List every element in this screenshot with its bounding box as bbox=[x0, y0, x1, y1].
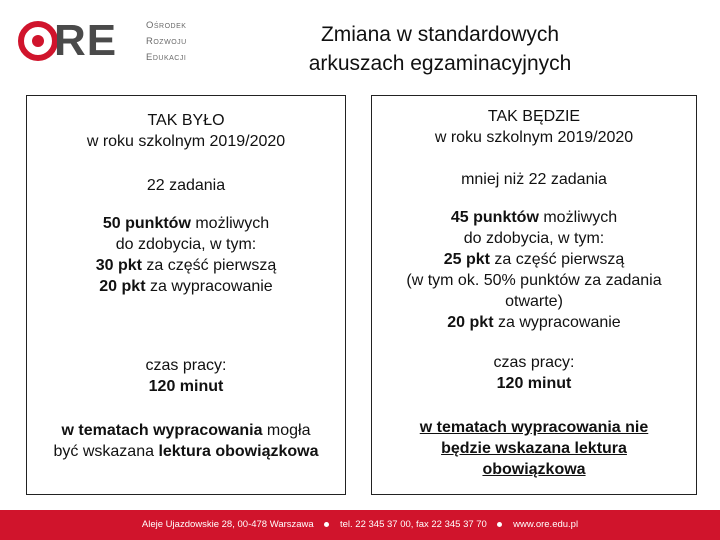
before-topics: w tematach wypracowania mogła być wskazana lektura obowiązkowa bbox=[53, 422, 319, 460]
bullet-icon bbox=[497, 522, 502, 527]
footer-website[interactable]: www.ore.edu.pl bbox=[513, 519, 579, 530]
before-points: 50 punktów możliwych do zdobycia, w tym: 30 pkt za część pierwszą 20 pkt za wypracowanie bbox=[95, 215, 277, 295]
ore-logo-circle-icon bbox=[18, 21, 58, 61]
after-duration: czas pracy: 120 minut bbox=[493, 354, 575, 392]
ore-logo-subtitle: Ośrodek Rozwoju Edukacji bbox=[146, 20, 187, 63]
after-task-count: mniej niż 22 zadania bbox=[461, 171, 607, 188]
before-column bbox=[26, 95, 346, 495]
before-duration: czas pracy: 120 minut bbox=[145, 357, 227, 395]
after-points: 45 punktów możliwych do zdobycia, w tym: 25 pkt za część pierwszą (w tym ok. 50% punktów za zadania otwarte) 20 pkt za wypracowanie bbox=[406, 209, 662, 331]
after-header: TAK BĘDZIE w roku szkolnym 2019/2020 bbox=[434, 108, 634, 146]
after-topics: w tematach wypracowania nie będzie wskazana lektura obowiązkowa bbox=[419, 419, 649, 478]
after-column bbox=[371, 95, 697, 495]
before-task-count: 22 zadania bbox=[146, 177, 226, 194]
footer-phone: tel. 22 345 37 00, fax 22 345 37 70 bbox=[340, 519, 487, 530]
footer-bar bbox=[0, 510, 720, 540]
before-header: TAK BYŁO w roku szkolnym 2019/2020 bbox=[86, 112, 286, 150]
footer-address: Aleje Ujazdowskie 28, 00-478 Warszawa bbox=[141, 519, 314, 530]
ore-logo bbox=[18, 14, 187, 70]
page-title: Zmiana w standardowych arkuszach egzaminacyjnych bbox=[308, 23, 572, 75]
ore-logo-word: RE bbox=[54, 16, 118, 65]
bullet-icon bbox=[324, 522, 329, 527]
